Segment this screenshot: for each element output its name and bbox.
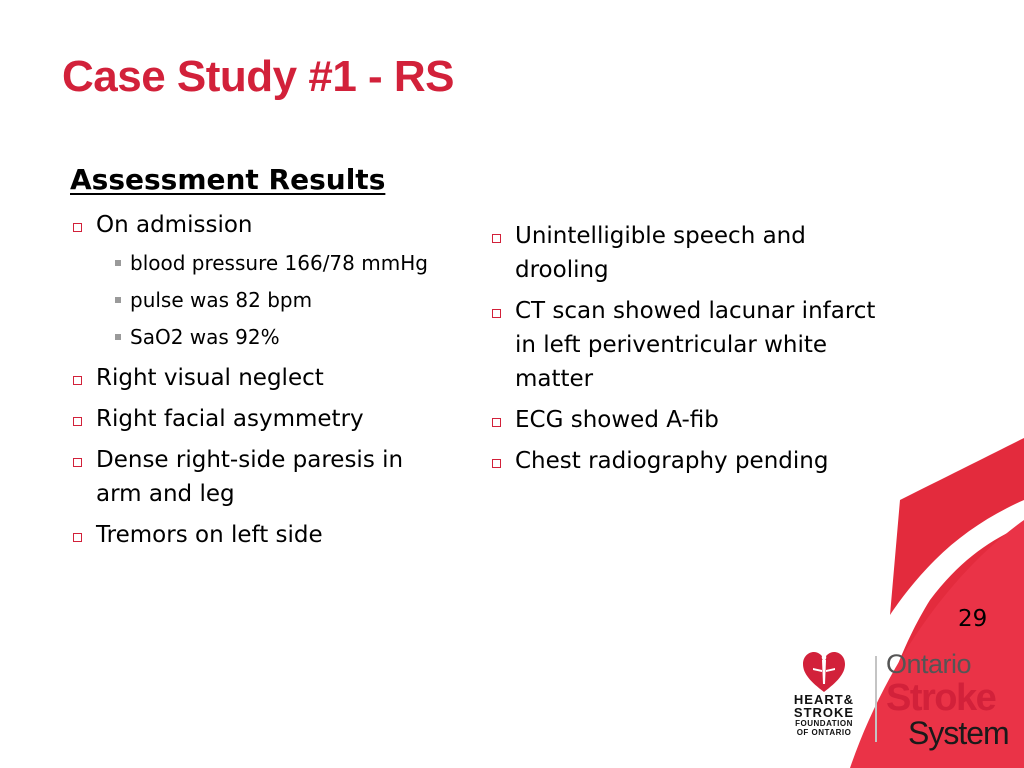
oss-logo-text: Ontario: [886, 649, 972, 679]
heart-and-stroke-logo: [790, 650, 858, 738]
list-item: [70, 518, 450, 552]
hollow-square-icon: [492, 234, 501, 243]
page-number: 29: [958, 606, 988, 632]
slide-title: Case Study #1 - RS: [62, 52, 455, 101]
hsf-logo-text: FOUNDATION: [795, 719, 853, 728]
hollow-square-icon: [73, 417, 82, 426]
list-item: [70, 443, 450, 511]
hollow-square-icon: [73, 533, 82, 542]
filled-square-icon: [115, 334, 121, 340]
hsf-logo-text: OF ONTARIO: [796, 728, 852, 737]
list-item: [489, 219, 889, 287]
list-item-label: Dense right-side paresis in arm and leg: [96, 447, 404, 507]
filled-square-icon: [115, 297, 121, 303]
filled-square-icon: [115, 260, 121, 266]
list-item-label: Right facial asymmetry: [96, 406, 364, 432]
list-item: [70, 208, 450, 353]
right-bullet-list: [489, 219, 889, 485]
sub-list-item: [114, 322, 450, 353]
sub-list-item-label: pulse was 82 bpm: [130, 288, 313, 312]
list-item: [489, 444, 889, 478]
list-item: [70, 402, 450, 436]
list-item-label: On admission: [96, 212, 253, 238]
sub-bullet-list: [96, 248, 450, 353]
hollow-square-icon: [492, 418, 501, 427]
list-item: [489, 403, 889, 437]
heart-torch-icon: [801, 650, 847, 694]
sub-list-item-label: blood pressure 166/78 mmHg: [130, 251, 428, 275]
sub-list-item: [114, 248, 450, 279]
hollow-square-icon: [73, 376, 82, 385]
list-item: [70, 361, 450, 395]
sub-list-item: [114, 285, 450, 316]
hollow-square-icon: [73, 458, 82, 467]
list-item-label: CT scan showed lacunar infarct in left periventricular white matter: [515, 298, 876, 392]
hsf-logo-text: HEART&: [793, 692, 855, 707]
list-item-label: Right visual neglect: [96, 365, 324, 391]
left-bullet-list: [70, 208, 450, 559]
logo-divider: [875, 656, 877, 742]
list-item: [489, 294, 889, 396]
sub-list-item-label: SaO2 was 92%: [130, 325, 280, 349]
oss-logo-text: Stroke: [886, 677, 996, 719]
list-item-label: ECG showed A-fib: [515, 407, 719, 433]
list-item-label: Unintelligible speech and drooling: [515, 223, 806, 283]
hollow-square-icon: [492, 309, 501, 318]
section-heading: Assessment Results: [70, 163, 386, 196]
oss-logo-text: System: [908, 715, 1009, 751]
ontario-stroke-system-logo: [886, 648, 1009, 750]
hsf-logo-text: STROKE: [793, 705, 855, 720]
list-item-label: Tremors on left side: [96, 522, 323, 548]
hollow-square-icon: [492, 459, 501, 468]
hollow-square-icon: [73, 223, 82, 232]
list-item-label: Chest radiography pending: [515, 448, 829, 474]
